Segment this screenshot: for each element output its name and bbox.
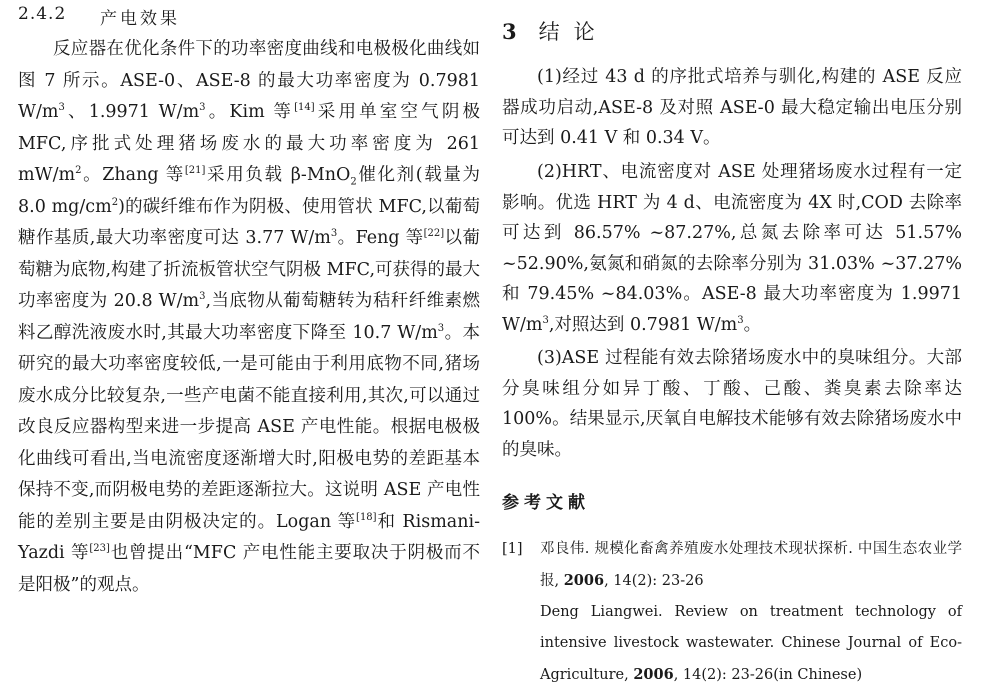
conclusion-3: (3)ASE 过程能有效去除猪场废水中的臭味组分。大部分臭味组分如异丁酸、丁酸、己酸、粪臭素去除率达 100%。结果显示,厌氧自电解技术能够有效去除猪场废水中的臭味。	[502, 348, 962, 460]
section-title: 产电效果	[100, 9, 180, 29]
reference-english: Deng Liangwei. Review on treatment technology of intensive livestock wastewater. Chinese Journal of Eco-Agriculture, 2006, 14(2): 23-26(in Chinese)	[540, 604, 962, 683]
references-heading: 参考文献	[502, 493, 590, 513]
section-number: 2.4.2	[18, 4, 67, 24]
conclusion-2: (2)HRT、电流密度对 ASE 处理猪场废水过程有一定影响。优选 HRT 为 4 d、电流密度为 4X 时,COD 去除率可达到 86.57% ~87.27%,总氮去除率可达 51.57% ~52.90%,氨氮和硝氮的去除率分别为 31.03% ~37.27% 和 79.45% ~84.03%。ASE-8 最大功率密度为 1.9971 $W/m^3$,对照达到 0.7981 $W/m^3$。	[502, 162, 962, 335]
body-paragraph: 反应器在优化条件下的功率密度曲线和电极极化曲线如图 7 所示。ASE-0、ASE-8 的最大功率密度为 0.7981 $W/m^3$、1.9971 $W/m^3$。Kim 等[14]采用单室空气阴极 MFC,序批式处理猪场废水的最大功率密度为 261 $mW/m^2$。Zhang 等[21]采用负载 β-MnO$_2$催化剂(载量为 8.0 $mg/cm^2$)的碳纤维布作为阴极、使用管状 MFC,以葡萄糖作基质,最大功率密度可达 3.77 $W/m^3$。Feng 等[22]以葡萄糖为底物,构建了折流板管状空气阴极 MFC,可获得的最大功率密度为 20.8 $W/m^3$,当底物从葡萄糖转为秸秆纤维素燃料乙醇洗液废水时,其最大功率密度下降至 10.7 $W/m^3$。本研究的最大功率密度较低,一是可能由于利用底物不同,猪场废水成分比较复杂,一些产电菌不能直接利用,其次,可以通过改良反应器构型来进一步提高 ASE 产电性能。根据电极极化曲线可看出,当电流密度逐渐增大时,阳极电势的差距基本保持不变,而阴极电势的差距逐渐拉大。这说明 ASE 产电性能的差别主要是由阴极决定的。Logan 等[18]和 Rismani-Yazdi 等[23]也曾提出“MFC 产电性能主要取决于阴极而不是阳极”的观点。	[18, 39, 481, 595]
section-heading: 3 结论	[502, 19, 609, 44]
reference-text	[540, 534, 962, 691]
conclusion-1: (1)经过 43 d 的序批式培养与驯化,构建的 ASE 反应器成功启动,ASE-8 及对照 ASE-0 最大稳定输出电压分别可达到 0.41 V 和 0.34 V。	[502, 67, 962, 148]
reference-number: [1]	[502, 541, 523, 557]
reference-item	[502, 534, 962, 691]
reference-chinese: 邓良伟. 规模化畜禽养殖废水处理技术现状探析. 中国生态农业学报, 2006, 14(2): 23-26	[540, 541, 962, 589]
